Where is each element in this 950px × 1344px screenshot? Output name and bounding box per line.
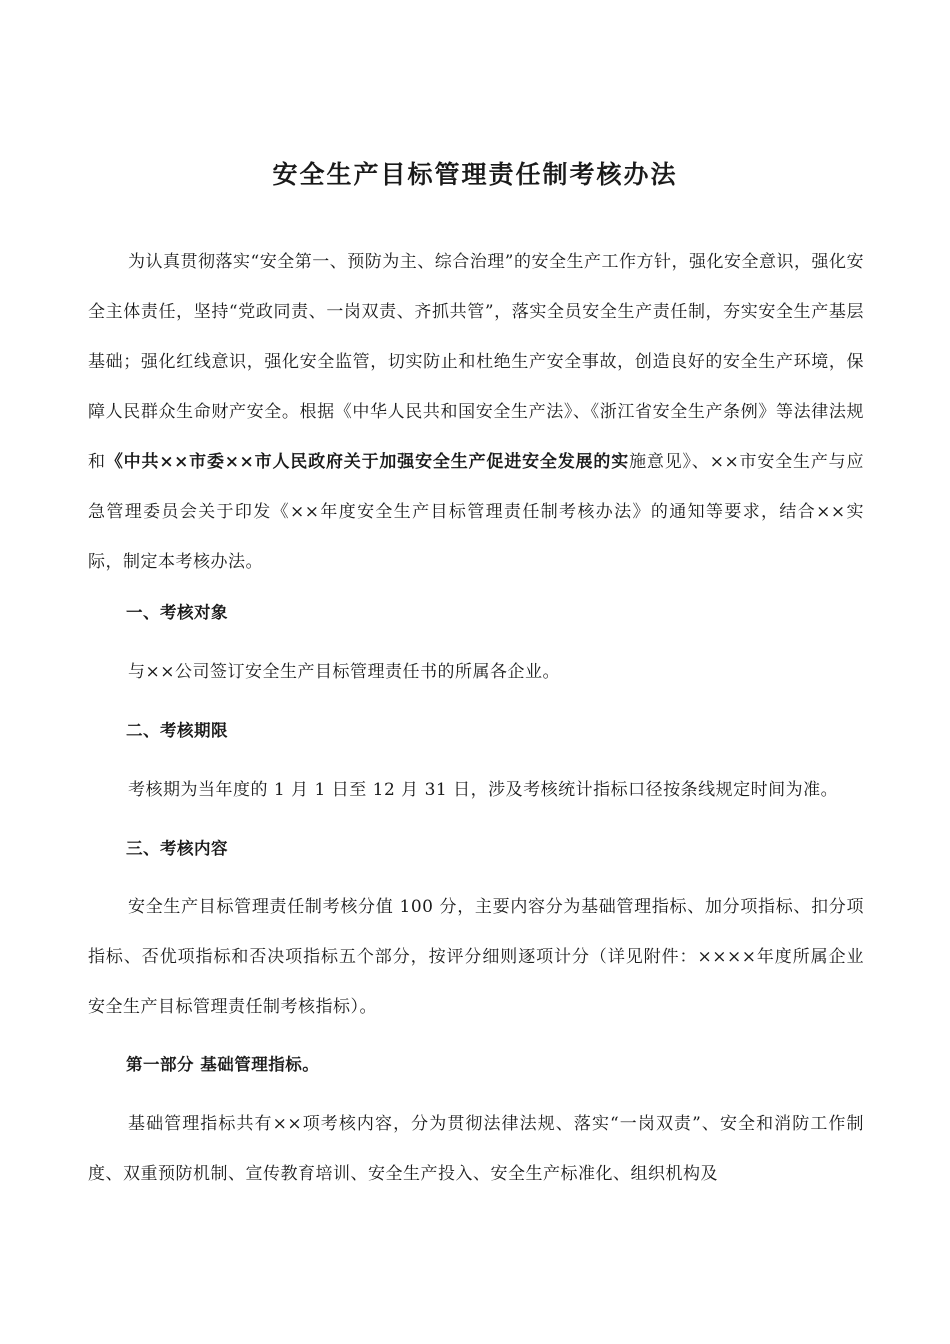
intro-text-part1: 为认真贯彻落实“安全第一、预防为主、综合治理”的安全生产工作方针，强化安全意识，强化安全主体责任，坚持“党政同责、一岗双责、齐抓共管”，落实全员安全生产责任制，夯实安全生产基层基础；强化红线意识，强化安全监管，切实防止和杜绝生产安全事故，创造良好的安全生产环境，保障人民群众生命财产安全。根据《中华人民共和国安全生产法》、《浙江省安全生产条例》等法律法规和 xyxy=(88,252,864,472)
section-heading-period: 二、考核期限 xyxy=(126,721,228,740)
section-text-period: 考核期为当年度的 1 月 1 日至 12 月 31 日，涉及考核统计指标口径按条线规定时间为准。 xyxy=(128,780,839,800)
section-heading-content: 三、考核内容 xyxy=(126,839,228,858)
section-heading-part-one: 第一部分 基础管理指标。 xyxy=(126,1055,320,1074)
section-heading-target: 一、考核对象 xyxy=(126,603,228,622)
intro-text-part2: 施意见》、××市安全生产与应急管理委员会关于印发《××年度安全生产目标管理责任制考核办法》的通知等要求，结合××实际，制定本考核办法。 xyxy=(88,452,865,572)
section-text-part-one: 基础管理指标共有××项考核内容，分为贯彻法律法规、落实“一岗双责”、安全和消防工作制度、双重预防机制、宣传教育培训、安全生产投入、安全生产标准化、组织机构及 xyxy=(88,1114,864,1184)
section-text-target: 与××公司签订安全生产目标管理责任书的所属各企业。 xyxy=(128,662,560,682)
intro-emphasized-text: 《中共××市委××市人民政府关于加强安全生产促进安全发展的实 xyxy=(105,452,630,472)
document-title: 安全生产目标管理责任制考核办法 xyxy=(272,160,678,189)
section-text-content: 安全生产目标管理责任制考核分值 100 分，主要内容分为基础管理指标、加分项指标、扣分项指标、否优项指标和否决项指标五个部分，按评分细则逐项计分（详见附件：××××年度所属企业安全生产目标管理责任制考核指标）。 xyxy=(88,897,864,1017)
intro-paragraph xyxy=(88,237,864,587)
